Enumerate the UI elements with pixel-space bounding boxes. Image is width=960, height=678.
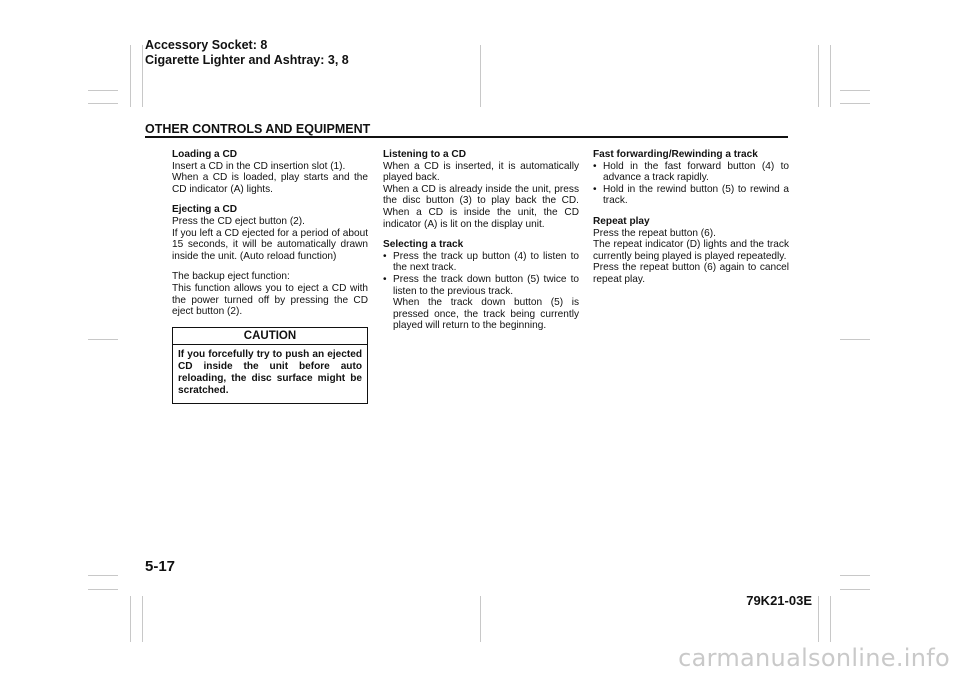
section-rule xyxy=(145,136,788,138)
ejecting-text-2: If you left a CD ejected for a period of about 15 seconds, it will be automatically drawn inside the unit. (Auto reload function) xyxy=(172,227,368,262)
column-2 xyxy=(383,149,579,332)
track-down-bullet: • Press the track down button (5) twice to listen to the previous track. xyxy=(383,274,579,297)
ejecting-heading: Ejecting a CD xyxy=(172,204,238,216)
column-3 xyxy=(593,149,789,286)
rewind-bullet: • Hold in the rewind button (5) to rewind a track. xyxy=(593,184,789,207)
caution-text: If you forcefully try to push an ejected CD inside the unit before auto reloading, the disc surface might be scratched. xyxy=(178,349,362,396)
caution-title: CAUTION xyxy=(173,328,367,346)
backup-eject-label: The backup eject function: xyxy=(172,271,290,283)
selecting-heading: Selecting a track xyxy=(383,239,464,251)
ff-rewind-heading: Fast forwarding/Rewinding a track xyxy=(593,149,758,160)
column-1 xyxy=(172,149,368,404)
track-down-note: When the track down button (5) is pressed once, the track being currently played will return to the beginning. xyxy=(393,297,579,332)
repeat-text-3: Press the repeat button (6) again to cancel repeat play. xyxy=(593,262,789,285)
repeat-text-1: Press the repeat button (6). xyxy=(593,227,716,239)
loading-heading: Loading a CD xyxy=(172,149,238,160)
ejecting-text-1: Press the CD eject button (2). xyxy=(172,215,305,227)
repeat-heading: Repeat play xyxy=(593,215,650,227)
caution-box xyxy=(172,327,368,404)
track-up-bullet: • Press the track up button (4) to listen to the next track. xyxy=(383,251,579,274)
index-line-cigarette-lighter: Cigarette Lighter and Ashtray: 3, 8 xyxy=(145,53,349,67)
loading-text-2: When a CD is loaded, play starts and the CD indicator (A) lights. xyxy=(172,172,368,195)
page-number: 5-17 xyxy=(145,558,176,575)
section-heading: OTHER CONTROLS AND EQUIPMENT xyxy=(145,122,371,136)
index-header xyxy=(145,38,349,68)
repeat-text-2: The repeat indicator (D) lights and the track currently being played is played repeatedly. xyxy=(593,239,789,262)
listening-text-1: When a CD is inserted, it is automatically played back. xyxy=(383,160,579,184)
index-line-accessory-socket: Accessory Socket: 8 xyxy=(145,38,268,52)
watermark: carmanualsonline.info xyxy=(678,644,950,672)
backup-eject-text: This function allows you to eject a CD with the power turned off by pressing the CD eject button (2). xyxy=(172,282,368,318)
loading-text-1: Insert a CD in the CD insertion slot (1). xyxy=(172,160,346,172)
fast-forward-bullet: • Hold in the fast forward button (4) to advance a track rapidly. xyxy=(593,161,789,184)
listening-heading: Listening to a CD xyxy=(383,149,466,160)
listening-text-2: When a CD is already inside the unit, press the disc button (3) to play back the CD. When a CD is inside the unit, the CD indicator (A) is lit on the display unit. xyxy=(383,183,579,230)
document-code: 79K21-03E xyxy=(746,593,812,608)
